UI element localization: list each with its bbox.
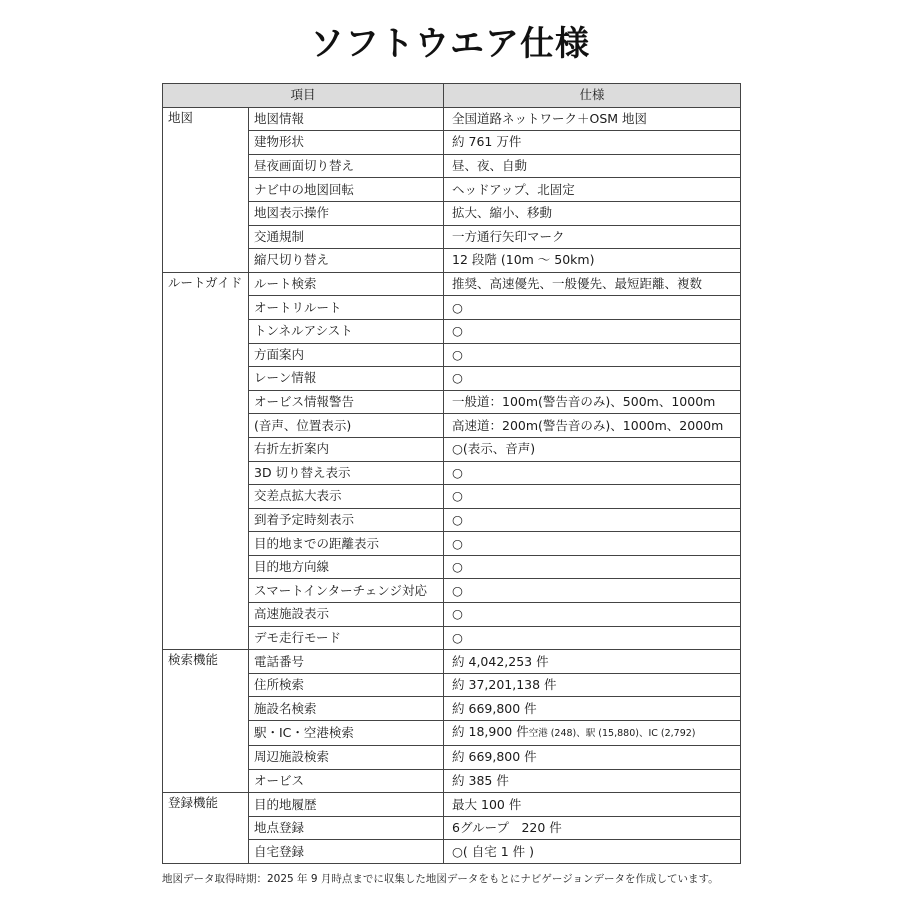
spec-value: ヘッドアップ、北固定 <box>452 181 575 197</box>
item-cell: 地図情報 <box>249 107 444 131</box>
table-row <box>163 390 741 414</box>
item-cell: 目的地までの距離表示 <box>249 532 444 556</box>
item-cell: オービス情報警告 <box>249 390 444 414</box>
item-cell: レーン情報 <box>249 367 444 391</box>
item-cell: 交通規制 <box>249 225 444 249</box>
table-row <box>163 579 741 603</box>
spec-value: 一方通行矢印マーク <box>452 228 565 244</box>
table-row <box>163 793 741 817</box>
page-title: ソフトウエア仕様 <box>310 24 590 64</box>
category-label: 地図 <box>168 109 194 125</box>
table-row <box>163 721 741 746</box>
item-cell: ナビ中の地図回転 <box>249 178 444 202</box>
table-row <box>163 367 741 391</box>
spec-value: 全国道路ネットワーク＋OSM 地図 <box>452 110 648 126</box>
category-cell <box>163 107 249 272</box>
table-row <box>163 461 741 485</box>
table-row <box>163 319 741 343</box>
category-cell <box>163 272 249 650</box>
spec-cell <box>444 721 741 746</box>
item-cell: 地図表示操作 <box>249 201 444 225</box>
spec-value: 約 4,042,253 件 <box>452 653 549 669</box>
spec-value: ○ <box>452 346 463 362</box>
category-label: ルートガイド <box>168 274 243 290</box>
spec-cell <box>444 107 741 131</box>
category-cell <box>163 650 249 793</box>
item-cell: (音声、位置表示) <box>249 414 444 438</box>
spec-cell <box>444 555 741 579</box>
item-cell: 高速施設表示 <box>249 603 444 627</box>
table-row <box>163 414 741 438</box>
spec-cell <box>444 650 741 674</box>
spec-cell <box>444 272 741 296</box>
item-cell: 昼夜画面切り替え <box>249 154 444 178</box>
spec-value: 一般道：100m(警告音のみ)、500m、1000m <box>452 394 716 410</box>
spec-cell <box>444 793 741 817</box>
item-cell: 施設名検索 <box>249 697 444 721</box>
table-row <box>163 746 741 770</box>
spec-cell <box>444 508 741 532</box>
table-row <box>163 840 741 864</box>
spec-value: 高速道：200m(警告音のみ)、1000m、2000m <box>452 417 724 433</box>
header-item: 項目 <box>163 84 444 108</box>
item-cell: 交差点拡大表示 <box>249 485 444 509</box>
spec-value: 拡大、縮小、移動 <box>452 205 553 221</box>
item-cell: オートリルート <box>249 296 444 320</box>
spec-table <box>162 83 741 864</box>
table-row <box>163 249 741 273</box>
header-spec: 仕様 <box>444 84 741 108</box>
spec-value: 12 段階 (10m ～ 50km) <box>452 252 595 268</box>
spec-cell <box>444 746 741 770</box>
spec-cell <box>444 626 741 650</box>
table-header-row <box>163 84 741 108</box>
spec-table-body <box>163 107 741 863</box>
table-row <box>163 178 741 202</box>
table-row <box>163 697 741 721</box>
item-cell: 住所検索 <box>249 673 444 697</box>
item-cell: デモ走行モード <box>249 626 444 650</box>
table-row <box>163 816 741 840</box>
spec-value: 最大 100 件 <box>452 796 522 812</box>
category-label: 登録機能 <box>168 795 219 811</box>
spec-value: ○ <box>452 299 463 315</box>
item-cell: 地点登録 <box>249 816 444 840</box>
table-row <box>163 343 741 367</box>
spec-value: 約 669,800 件 <box>452 749 537 765</box>
table-row <box>163 673 741 697</box>
spec-value: ○ <box>452 606 463 622</box>
item-cell: 縮尺切り替え <box>249 249 444 273</box>
spec-value: ○ <box>452 488 463 504</box>
spec-cell <box>444 579 741 603</box>
item-cell: 周辺施設検索 <box>249 746 444 770</box>
spec-cell <box>444 201 741 225</box>
spec-value: ○ <box>452 323 463 339</box>
spec-value: ○ <box>452 511 463 527</box>
item-cell: ルート検索 <box>249 272 444 296</box>
item-cell: 建物形状 <box>249 131 444 155</box>
spec-cell <box>444 461 741 485</box>
spec-cell <box>444 840 741 864</box>
spec-cell <box>444 367 741 391</box>
spec-cell <box>444 414 741 438</box>
spec-value: ○ <box>452 370 463 386</box>
spec-cell <box>444 437 741 461</box>
item-cell: スマートインターチェンジ対応 <box>249 579 444 603</box>
spec-cell <box>444 769 741 793</box>
spec-value: 約 761 万件 <box>452 134 522 150</box>
spec-value: ○ <box>452 535 463 551</box>
item-cell: 右折左折案内 <box>249 437 444 461</box>
spec-cell <box>444 225 741 249</box>
item-cell: 目的地履歴 <box>249 793 444 817</box>
spec-cell <box>444 390 741 414</box>
table-row <box>163 201 741 225</box>
table-row <box>163 154 741 178</box>
spec-value: ○( 自宅 1 件 ) <box>452 843 535 859</box>
table-row <box>163 485 741 509</box>
spec-cell <box>444 178 741 202</box>
table-row <box>163 225 741 249</box>
table-row <box>163 555 741 579</box>
table-row <box>163 532 741 556</box>
category-cell <box>163 793 249 864</box>
spec-value: ○(表示、音声) <box>452 441 536 457</box>
spec-cell <box>444 343 741 367</box>
item-cell: 到着予定時刻表示 <box>249 508 444 532</box>
spec-cell <box>444 131 741 155</box>
item-cell: 3D 切り替え表示 <box>249 461 444 485</box>
spec-value: 6グループ 220 件 <box>452 820 562 836</box>
spec-cell <box>444 319 741 343</box>
spec-value: 昼、夜、自動 <box>452 158 528 174</box>
table-row <box>163 107 741 131</box>
item-cell: 方面案内 <box>249 343 444 367</box>
table-row <box>163 650 741 674</box>
spec-cell <box>444 249 741 273</box>
spec-value: 推奨、高速優先、一般優先、最短距離、複数 <box>452 276 703 292</box>
table-row <box>163 131 741 155</box>
spec-value: 約 669,800 件 <box>452 700 537 716</box>
table-row <box>163 296 741 320</box>
spec-breakdown: 空港 (248)、駅 (15,880)、IC (2,792) <box>528 728 696 740</box>
item-cell: 電話番号 <box>249 650 444 674</box>
spec-value: ○ <box>452 464 463 480</box>
table-row <box>163 626 741 650</box>
spec-cell <box>444 485 741 509</box>
spec-cell <box>444 296 741 320</box>
spec-cell <box>444 532 741 556</box>
table-row <box>163 769 741 793</box>
table-row <box>163 272 741 296</box>
spec-value: 約 18,900 件 <box>452 724 529 740</box>
spec-cell <box>444 697 741 721</box>
spec-cell <box>444 816 741 840</box>
item-cell: 自宅登録 <box>249 840 444 864</box>
item-cell: トンネルアシスト <box>249 319 444 343</box>
table-row <box>163 437 741 461</box>
item-cell: オービス <box>249 769 444 793</box>
table-row <box>163 603 741 627</box>
footnote: 地図データ取得時期：2025 年 9 月時点までに収集した地図データをもとにナビゲージョンデータを作成しています。 <box>162 873 719 885</box>
spec-value: 約 37,201,138 件 <box>452 677 557 693</box>
category-label: 検索機能 <box>168 652 219 668</box>
spec-value: ○ <box>452 559 463 575</box>
table-row <box>163 508 741 532</box>
spec-cell <box>444 154 741 178</box>
spec-value: ○ <box>452 629 463 645</box>
spec-cell <box>444 673 741 697</box>
spec-value: ○ <box>452 582 463 598</box>
spec-value: 約 385 件 <box>452 772 509 788</box>
spec-cell <box>444 603 741 627</box>
item-cell: 目的地方向線 <box>249 555 444 579</box>
item-cell: 駅・IC・空港検索 <box>249 721 444 746</box>
